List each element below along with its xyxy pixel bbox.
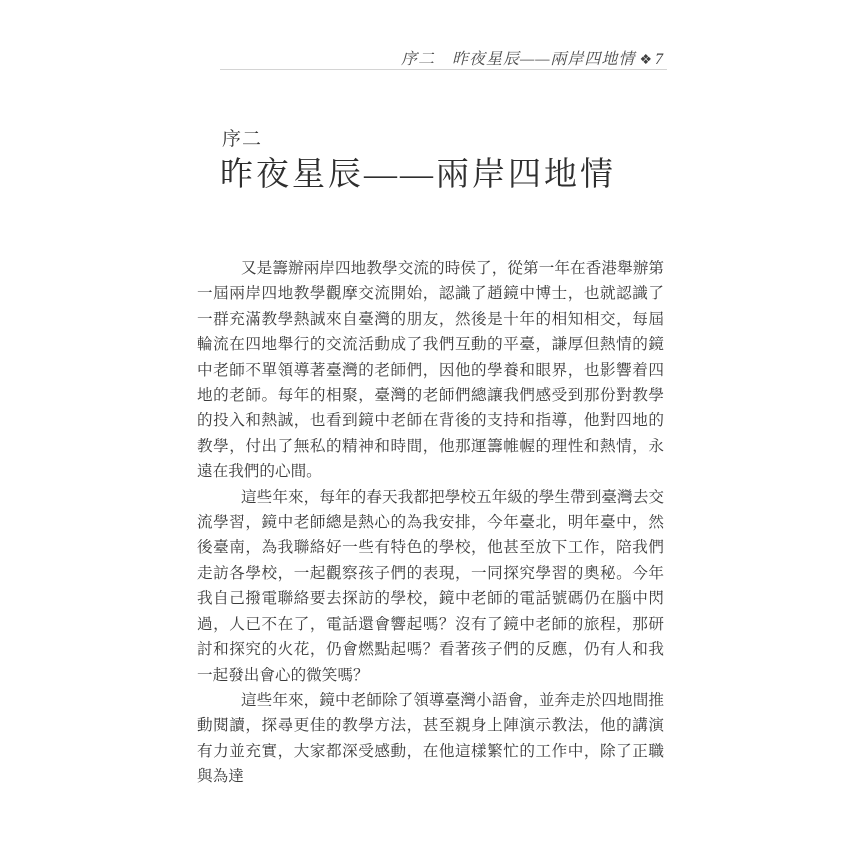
header-divider [220, 69, 667, 70]
running-header [401, 46, 664, 69]
page-number: 7 [655, 51, 664, 68]
body-text [197, 256, 664, 790]
page-title: 昨夜星辰——兩岸四地情 [220, 157, 616, 193]
diamond-ornament-icon: ❖ [639, 53, 653, 68]
running-header-title: 序二 昨夜星辰——兩岸四地情 [400, 51, 636, 68]
paragraph: 又是籌辦兩岸四地教學交流的時侯了，從第一年在香港舉辦第一屆兩岸四地教學觀摩交流開始，認識了趙鏡中博士，也就認識了一群充滿教學熱誠來自臺灣的朋友，然後是十年的相知相交，每屆輪流在四地舉行的交流活動成了我們互動的平臺，謙厚但熱情的鏡中老師不單領導著臺灣的老師們，因他的學養和眼界，也影響着四地的老師。每年的相聚，臺灣的老師們總讓我們感受到那份對教學的投入和熱誠，也看到鏡中老師在背後的支持和指導，他對四地的教學，付出了無私的精神和時間，他那運籌帷幄的理性和熱情，永遠在我們的心間。 [197, 260, 664, 481]
section-label: 序二 [222, 129, 263, 150]
paragraph: 這些年來，鏡中老師除了領導臺灣小語會，並奔走於四地間推動閱讀，探尋更佳的教學方法，甚至親身上陣演示教法，他的講演有力並充實，大家都深受感動，在他這樣繁忙的工作中，除了正職與為達 [197, 691, 664, 786]
paragraph: 這些年來，每年的春天我都把學校五年級的學生帶到臺灣去交流學習，鏡中老師總是熱心的為我安排，今年臺北，明年臺中，然後臺南，為我聯絡好一些有特色的學校，他甚至放下工作，陪我們走訪各學校，一起觀察孩子們的表現，一同探究學習的奧秘。今年我自己撥電聯絡要去探訪的學校，鏡中老師的電話號碼仍在腦中閃過，人已不在了，電話還會響起嗎？沒有了鏡中老師的旅程，那研討和探究的火花，仍會燃點起嗎？看著孩子們的反應，仍有人和我一起發出會心的微笑嗎？ [197, 488, 664, 684]
